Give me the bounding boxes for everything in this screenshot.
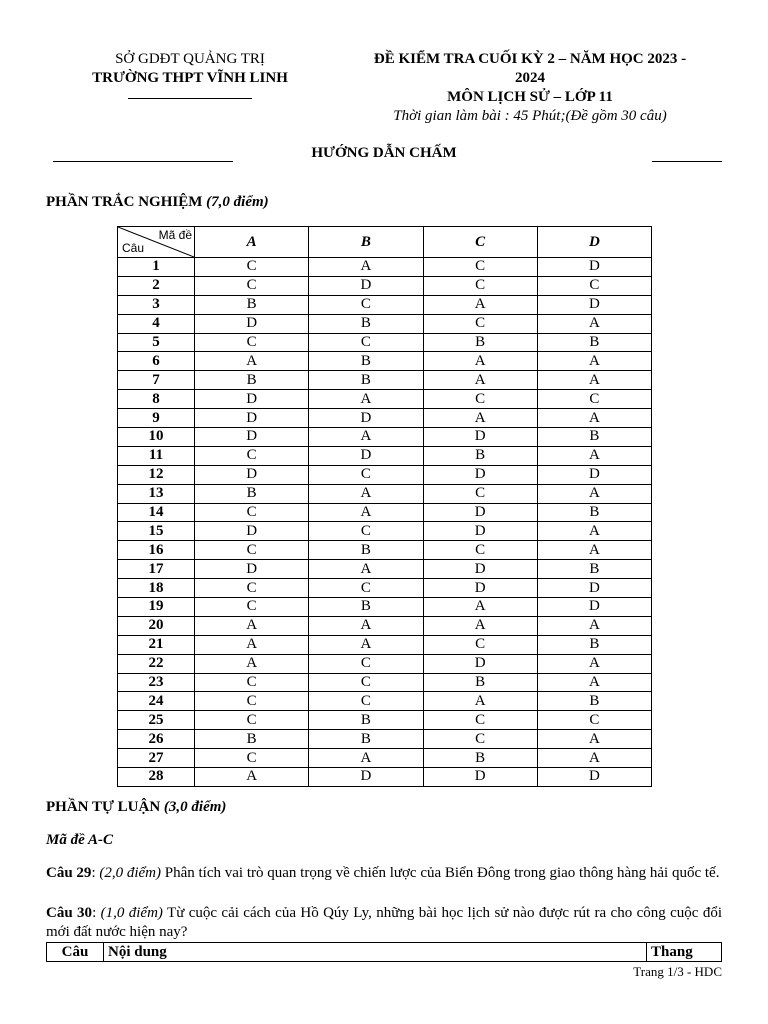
header-divider	[128, 98, 252, 99]
page-footer: Trang 1/3 - HDC	[633, 964, 722, 979]
answer-row	[118, 390, 652, 409]
answer-cell: C	[423, 541, 537, 560]
answer-cell: B	[423, 446, 537, 465]
answer-row	[118, 560, 652, 579]
answer-cell: D	[195, 409, 309, 428]
multiple-choice-heading	[46, 194, 269, 211]
answer-cell: D	[309, 446, 423, 465]
answer-row	[118, 522, 652, 541]
answer-row	[118, 465, 652, 484]
essay-heading-text: PHẦN TỰ LUẬN	[46, 799, 161, 815]
answer-cell: A	[537, 409, 651, 428]
answer-cell: A	[195, 616, 309, 635]
question-number: 7	[118, 371, 195, 390]
answer-cell: A	[537, 371, 651, 390]
answer-cell: D	[423, 560, 537, 579]
exam-title-line2: 2024	[515, 70, 545, 86]
answer-cell: D	[423, 465, 537, 484]
answer-cell: C	[309, 522, 423, 541]
answer-cell: A	[537, 352, 651, 371]
answer-cell: C	[195, 503, 309, 522]
question-number: 20	[118, 616, 195, 635]
answer-cell: C	[309, 579, 423, 598]
question-number: 13	[118, 484, 195, 503]
answer-cell: A	[309, 616, 423, 635]
answer-cell: D	[195, 522, 309, 541]
answer-cell: C	[309, 654, 423, 673]
time-note: Thời gian làm bài : 45 Phút;(Đề gồm 30 câu)	[393, 108, 667, 124]
answer-cell: A	[537, 522, 651, 541]
answer-cell: C	[195, 749, 309, 768]
answer-cell: A	[537, 749, 651, 768]
answer-row	[118, 352, 652, 371]
answer-cell: A	[423, 409, 537, 428]
answer-cell: A	[537, 673, 651, 692]
answer-cell: A	[309, 749, 423, 768]
question-number: 12	[118, 465, 195, 484]
answer-cell: B	[537, 503, 651, 522]
answer-cell: C	[423, 484, 537, 503]
question-number: 9	[118, 409, 195, 428]
answer-row	[118, 409, 652, 428]
answer-row	[118, 314, 652, 333]
q30-points: (1,0 điểm)	[100, 905, 163, 921]
answer-row	[118, 598, 652, 617]
question-number: 21	[118, 635, 195, 654]
answer-cell: A	[309, 635, 423, 654]
question-number: 10	[118, 428, 195, 447]
answer-cell: A	[423, 352, 537, 371]
q29-text: Phân tích vai trò quan trọng về chiến lược của Biển Đông trong giao thông hàng hải quốc tế.	[164, 865, 720, 881]
answer-cell: B	[537, 428, 651, 447]
header-left	[60, 50, 320, 99]
answer-cell: D	[195, 390, 309, 409]
answer-row	[118, 654, 652, 673]
subject-line: MÔN LỊCH SỬ – LỚP 11	[447, 89, 613, 105]
answer-cell: D	[537, 295, 651, 314]
corner-code-label: Mã đề	[158, 228, 192, 242]
answer-cell: D	[309, 768, 423, 787]
answer-key-table	[117, 226, 652, 787]
header-right	[330, 50, 730, 126]
school-name: TRƯỜNG THPT VĨNH LINH	[92, 70, 288, 86]
answer-cell: C	[537, 711, 651, 730]
question-number: 4	[118, 314, 195, 333]
essay-points: (3,0 điểm)	[163, 799, 227, 815]
answer-row	[118, 484, 652, 503]
q30-text: Từ cuộc cải cách của Hồ Qúy Ly, những bài học lịch sử nào được rút ra cho công cuộc đổi mới đất nước hiện nay?	[46, 905, 722, 940]
col-question: Câu	[47, 943, 104, 962]
answer-cell: A	[309, 258, 423, 277]
col-content: Nội dung	[104, 943, 647, 962]
answer-cell: D	[537, 768, 651, 787]
guide-title: HƯỚNG DẪN CHẤM	[311, 145, 457, 161]
answer-row	[118, 295, 652, 314]
code-header: A	[195, 227, 309, 258]
answer-cell: C	[309, 692, 423, 711]
answer-cell: B	[195, 484, 309, 503]
answer-cell: C	[195, 258, 309, 277]
q30-label: Câu 30	[46, 905, 93, 921]
answer-cell: A	[537, 730, 651, 749]
q29-label: Câu 29	[46, 865, 92, 881]
answer-cell: C	[423, 258, 537, 277]
answer-row	[118, 730, 652, 749]
answer-cell: C	[309, 673, 423, 692]
answer-cell: C	[309, 295, 423, 314]
answer-cell: C	[423, 730, 537, 749]
answer-cell: D	[195, 428, 309, 447]
answer-row	[118, 749, 652, 768]
code-header: B	[309, 227, 423, 258]
answer-cell: A	[423, 692, 537, 711]
answer-cell: D	[537, 465, 651, 484]
essay-code-label: Mã đề A-C	[46, 832, 113, 848]
answer-row	[118, 258, 652, 277]
code-header: C	[423, 227, 537, 258]
answer-cell: A	[423, 598, 537, 617]
answer-cell: C	[309, 465, 423, 484]
answer-cell: A	[537, 541, 651, 560]
answer-cell: D	[423, 579, 537, 598]
answer-cell: A	[537, 314, 651, 333]
answer-cell: A	[195, 352, 309, 371]
answer-cell: C	[195, 333, 309, 352]
answer-cell: C	[423, 711, 537, 730]
question-number: 18	[118, 579, 195, 598]
answer-cell: D	[195, 560, 309, 579]
answer-cell: A	[537, 446, 651, 465]
answer-cell: C	[195, 446, 309, 465]
multiple-choice-heading-text: PHẦN TRẮC NGHIỆM	[46, 194, 203, 210]
exam-title-line1: ĐỀ KIỂM TRA CUỐI KỲ 2 – NĂM HỌC 2023 -	[373, 51, 687, 67]
question-number: 14	[118, 503, 195, 522]
question-number: 19	[118, 598, 195, 617]
question-number: 6	[118, 352, 195, 371]
answer-cell: A	[195, 635, 309, 654]
answer-cell: B	[195, 730, 309, 749]
answer-cell: B	[309, 314, 423, 333]
question-number: 2	[118, 276, 195, 295]
answer-cell: B	[309, 541, 423, 560]
question-number: 22	[118, 654, 195, 673]
question-number: 25	[118, 711, 195, 730]
question-number: 17	[118, 560, 195, 579]
answer-cell: D	[423, 768, 537, 787]
question-number: 23	[118, 673, 195, 692]
grading-table	[46, 942, 722, 962]
answer-key-header-row	[118, 227, 652, 258]
answer-cell: A	[309, 390, 423, 409]
answer-cell: B	[537, 560, 651, 579]
answer-cell: A	[537, 616, 651, 635]
answer-cell: D	[423, 503, 537, 522]
answer-cell: A	[195, 654, 309, 673]
answer-cell: C	[195, 541, 309, 560]
answer-cell: D	[195, 465, 309, 484]
answer-cell: D	[309, 276, 423, 295]
answer-row	[118, 276, 652, 295]
answer-row	[118, 446, 652, 465]
answer-cell: A	[309, 484, 423, 503]
department-name: SỞ GDĐT QUẢNG TRỊ	[115, 51, 265, 67]
q29-points: (2,0 điểm)	[99, 865, 162, 881]
answer-cell: C	[195, 598, 309, 617]
answer-cell: D	[195, 314, 309, 333]
question-number: 28	[118, 768, 195, 787]
question-number: 5	[118, 333, 195, 352]
answer-cell: C	[195, 276, 309, 295]
answer-cell: B	[423, 333, 537, 352]
grading-header-row	[47, 943, 722, 962]
answer-cell: B	[423, 749, 537, 768]
col-scale: Thang	[647, 943, 722, 962]
question-number: 11	[118, 446, 195, 465]
answer-cell: A	[423, 616, 537, 635]
answer-cell: B	[537, 635, 651, 654]
question-number: 16	[118, 541, 195, 560]
answer-cell: B	[309, 730, 423, 749]
question-number: 3	[118, 295, 195, 314]
answer-cell: B	[309, 598, 423, 617]
answer-cell: A	[195, 768, 309, 787]
corner-question-label: Câu	[122, 241, 145, 255]
answer-row	[118, 333, 652, 352]
answer-row	[118, 541, 652, 560]
answer-cell: D	[537, 579, 651, 598]
answer-cell: B	[195, 371, 309, 390]
answer-row	[118, 692, 652, 711]
answer-key-body	[118, 258, 652, 787]
answer-cell: B	[195, 295, 309, 314]
answer-cell: D	[423, 428, 537, 447]
question-29: Câu 29: (2,0 điểm) Phân tích vai trò quan trọng về chiến lược của Biển Đông trong giao thông hàng hải quốc tế.	[46, 865, 720, 881]
question-30: Câu 30: (1,0 điểm) Từ cuộc cải cách của Hồ Qúy Ly, những bài học lịch sử nào được rút ra cho công cuộc đổi mới đất nước hiện nay?	[46, 905, 722, 940]
answer-cell: C	[423, 276, 537, 295]
essay-heading	[46, 799, 226, 816]
answer-cell: A	[537, 484, 651, 503]
answer-cell: C	[195, 579, 309, 598]
answer-row	[118, 768, 652, 787]
answer-cell: A	[309, 560, 423, 579]
question-number: 1	[118, 258, 195, 277]
question-number: 24	[118, 692, 195, 711]
answer-cell: A	[309, 428, 423, 447]
answer-cell: C	[537, 390, 651, 409]
answer-cell: D	[537, 258, 651, 277]
answer-row	[118, 579, 652, 598]
answer-cell: C	[309, 333, 423, 352]
answer-row	[118, 673, 652, 692]
answer-cell: B	[423, 673, 537, 692]
answer-cell: C	[195, 711, 309, 730]
question-number: 27	[118, 749, 195, 768]
answer-cell: C	[423, 390, 537, 409]
question-number: 15	[118, 522, 195, 541]
answer-cell: C	[423, 314, 537, 333]
answer-cell: D	[309, 409, 423, 428]
corner-cell	[118, 227, 195, 258]
answer-cell: B	[537, 692, 651, 711]
question-number: 26	[118, 730, 195, 749]
question-number: 8	[118, 390, 195, 409]
answer-cell: A	[423, 371, 537, 390]
answer-row	[118, 635, 652, 654]
answer-cell: B	[537, 333, 651, 352]
answer-cell: B	[309, 711, 423, 730]
answer-cell: D	[423, 654, 537, 673]
multiple-choice-points: (7,0 điểm)	[206, 194, 269, 210]
answer-cell: A	[309, 503, 423, 522]
answer-cell: C	[195, 673, 309, 692]
answer-row	[118, 503, 652, 522]
answer-cell: B	[309, 371, 423, 390]
answer-cell: A	[423, 295, 537, 314]
answer-cell: B	[309, 352, 423, 371]
answer-row	[118, 428, 652, 447]
answer-row	[118, 616, 652, 635]
answer-row	[118, 371, 652, 390]
code-header: D	[537, 227, 651, 258]
answer-cell: C	[537, 276, 651, 295]
answer-cell: C	[195, 692, 309, 711]
answer-cell: D	[537, 598, 651, 617]
answer-cell: D	[423, 522, 537, 541]
answer-cell: A	[537, 654, 651, 673]
answer-cell: C	[423, 635, 537, 654]
answer-row	[118, 711, 652, 730]
